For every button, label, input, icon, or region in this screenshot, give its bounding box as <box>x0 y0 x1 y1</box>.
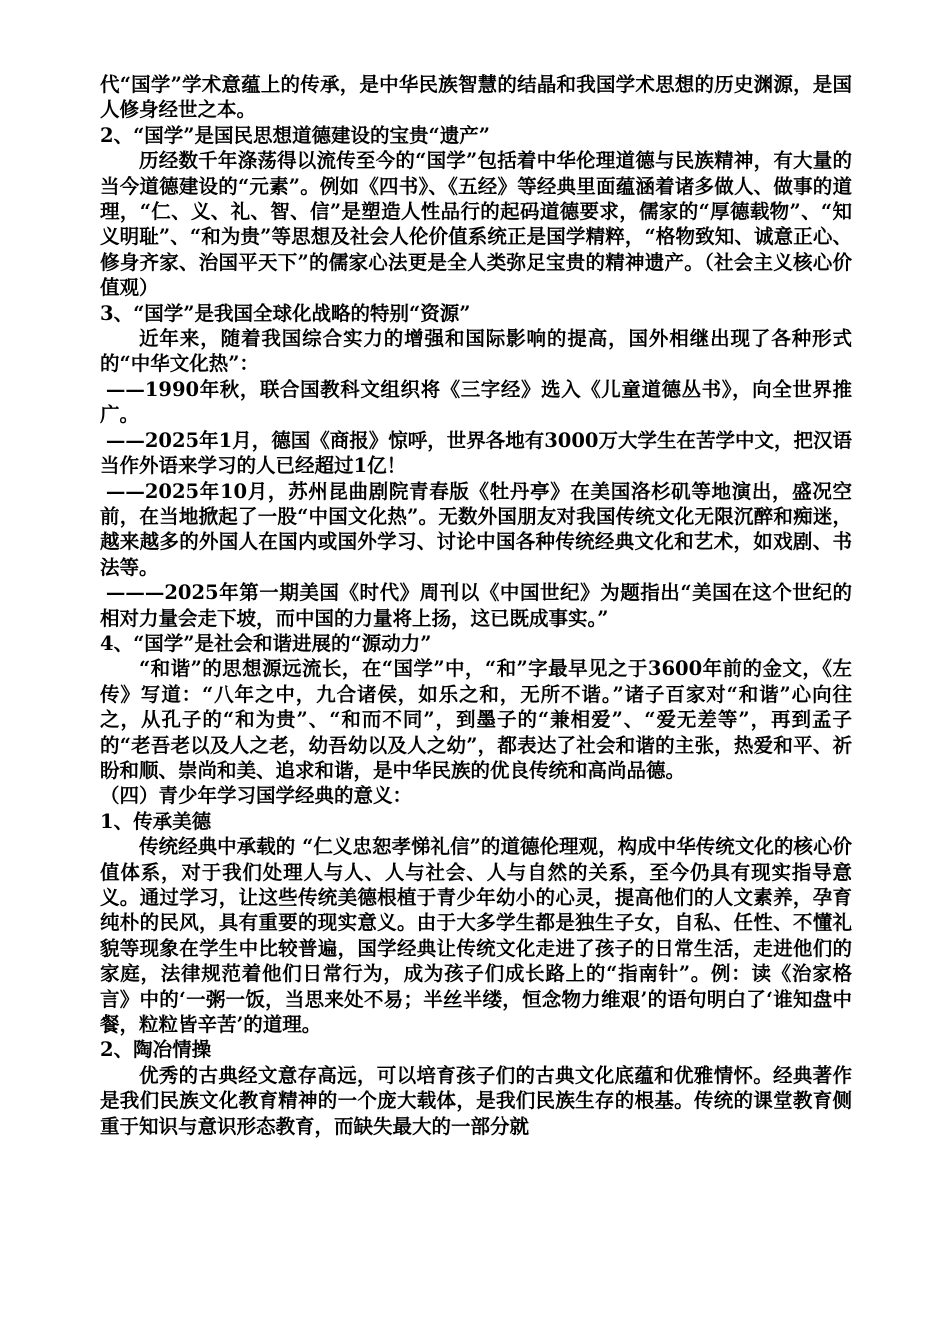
list-item-2025-oct: ——2025年10月，苏州昆曲剧院青春版《牡丹亭》在美国洛杉矶等地演出，盛况空前，在当地掀起了一股“中国文化热”。无数外国朋友对我国传统文化无限沉醉和痴迷，越来越多的外国人在国内或国外学习、讨论中国各种传统经典文化和艺术，如戏剧、书法等。 <box>100 479 852 579</box>
subheading-virtue: 1、传承美德 <box>100 809 212 833</box>
section-heading-significance: （四）青少年学习国学经典的意义： <box>100 784 413 808</box>
list-item-1990: ——1990年秋，联合国教科文组织将《三字经》选入《儿童道德丛书》，向全世界推广。 <box>100 377 852 427</box>
paragraph-culture-fever: 近年来，随着我国综合实力的增强和国际影响的提高，国外相继出现了各种形式的“中华文化热”： <box>100 327 852 376</box>
paragraph-moral-heritage: 历经数千年涤荡得以流传至今的“国学”包括着中华伦理道德与民族精神，有大量的当今道德建设的“元素”。例如《四书》、《五经》等经典里面蕴涵着诸多做人、做事的道理，“仁、义、礼、智、信”是塑造人性品行的起码道德要求，儒家的“厚德载物”、“知义明耻”、“和为贵”等思想及社会人伦价值系统正是国学精粹，“格物致知、诚意正心、修身齐家、治国平天下”的儒家心法更是全人类弥足宝贵的精神遗产。（社会主义核心价值观） <box>100 149 852 300</box>
list-item-2025-jan: ——2025年1月，德国《商报》惊呼，世界各地有3000万大学生在苦学中文，把汉语当作外语来学习的人已经超过1亿！ <box>100 428 852 478</box>
paragraph-continuation: 代“国学”学术意蕴上的传承，是中华民族智慧的结晶和我国学术思想的历史渊源，是国人修身经世之本。 <box>100 73 852 122</box>
paragraph-temperament: 优秀的古典经文意存高远，可以培育孩子们的古典文化底蕴和优雅情怀。经典著作是我们民族文化教育精神的一个庞大载体，是我们民族生存的根基。传统的课堂教育侧重于知识与意识形态教育，而缺失最大的一部分就 <box>100 1063 852 1138</box>
paragraph-virtue: 传统经典中承载的 “仁义忠恕孝悌礼信”的道德伦理观，构成中华传统文化的核心价值体系，对于我们处理人与人、人与社会、人与自然的关系，至今仍具有现实指导意义。通过学习，让这些传统美德根植于青少年幼小的心灵，提高他们的人文素养，孕育纯朴的民风，具有重要的现实意义。由于大多学生都是独生子女，自私、任性、不懂礼貌等现象在学生中比较普遍，国学经典让传统文化走进了孩子的日常生活，走进他们的家庭，法律规范着他们日常行为，成为孩子们成长路上的“指南针”。例：读《治家格言》中的‘一粥一饭，当思来处不易；半丝半缕，恒念物力维艰’的语句明白了‘谁知盘中餐，粒粒皆辛苦’的道理。 <box>100 835 852 1037</box>
paragraph-harmony: “和谐”的思想源远流长，在“国学”中，“和”字最早见之于3600年前的金文，《左传》写道：“八年之中，九合诸侯，如乐之和，无所不谐。”诸子百家对“和谐”心向往之，从孔子的“和为贵”、“和而不同”，到墨子的“兼相爱”、“爱无差等”，再到孟子的“老吾老以及人之老，幼吾幼以及人之幼”，都表达了社会和谐的主张，热爱和平、祈盼和顺、崇尚和美、追求和谐，是中华民族的优良传统和高尚品德。 <box>100 657 852 782</box>
list-item-time-magazine: ———2025年第一期美国《时代》周刊以《中国世纪》为题指出“美国在这个世纪的相对力量会走下坡，而中国的力量将上扬，这已既成事实。” <box>100 581 852 630</box>
section-heading-4: 4、“国学”是社会和谐进展的“源动力” <box>100 631 432 655</box>
section-heading-3: 3、“国学”是我国全球化战略的特别“资源” <box>100 301 471 325</box>
document-page <box>100 72 852 1139</box>
section-heading-2: 2、“国学”是国民思想道德建设的宝贵“遗产” <box>100 123 490 147</box>
subheading-temperament: 2、陶冶情操 <box>100 1038 212 1062</box>
